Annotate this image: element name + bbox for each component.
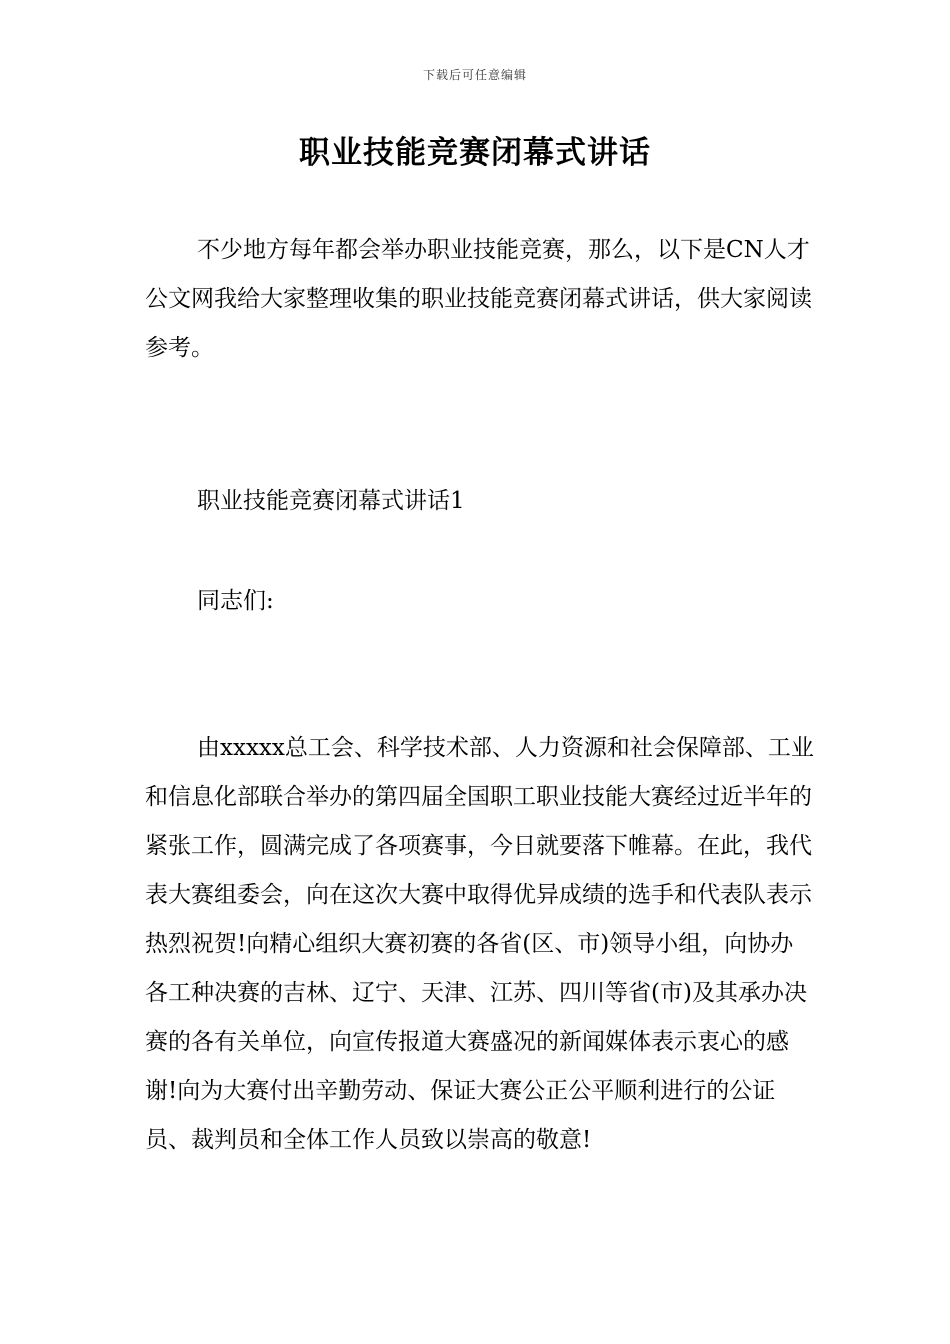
greeting-paragraph: 同志们:: [197, 588, 274, 614]
header-note: 下载后可任意编辑: [422, 68, 527, 82]
body-paragraph: 由xxxxx总工会、科学技术部、人力资源和社会保障部、工业和信息化部联合举办的第四届全国职工职业技能大赛经过近半年的紧张工作，圆满完成了各项赛事，今日就要落下帷幕。在此，我代表大赛组委会，向在这次大赛中取得优异成绩的选手和代表队表示热烈祝贺!向精心组织大赛初赛的各省(区、市)领导小组，向协办各工种决赛的吉林、辽宁、天津、江苏、四川等省(市)及其承办决赛的各有关单位，向宣传报道大赛盛况的新闻媒体表示衷心的感谢!向为大赛付出辛勤劳动、保证大赛公正公平顺利进行的公证员、裁判员和全体工作人员致以崇高的敬意!: [145, 735, 814, 1153]
section-title: 职业技能竞赛闭幕式讲话1: [197, 488, 465, 514]
intro-paragraph: 不少地方每年都会举办职业技能竞赛，那么，以下是CN人才公文网我给大家整理收集的职业技能竞赛闭幕式讲话，供大家阅读参考。: [145, 237, 812, 361]
document-title: 职业技能竞赛闭幕式讲话: [299, 135, 651, 171]
